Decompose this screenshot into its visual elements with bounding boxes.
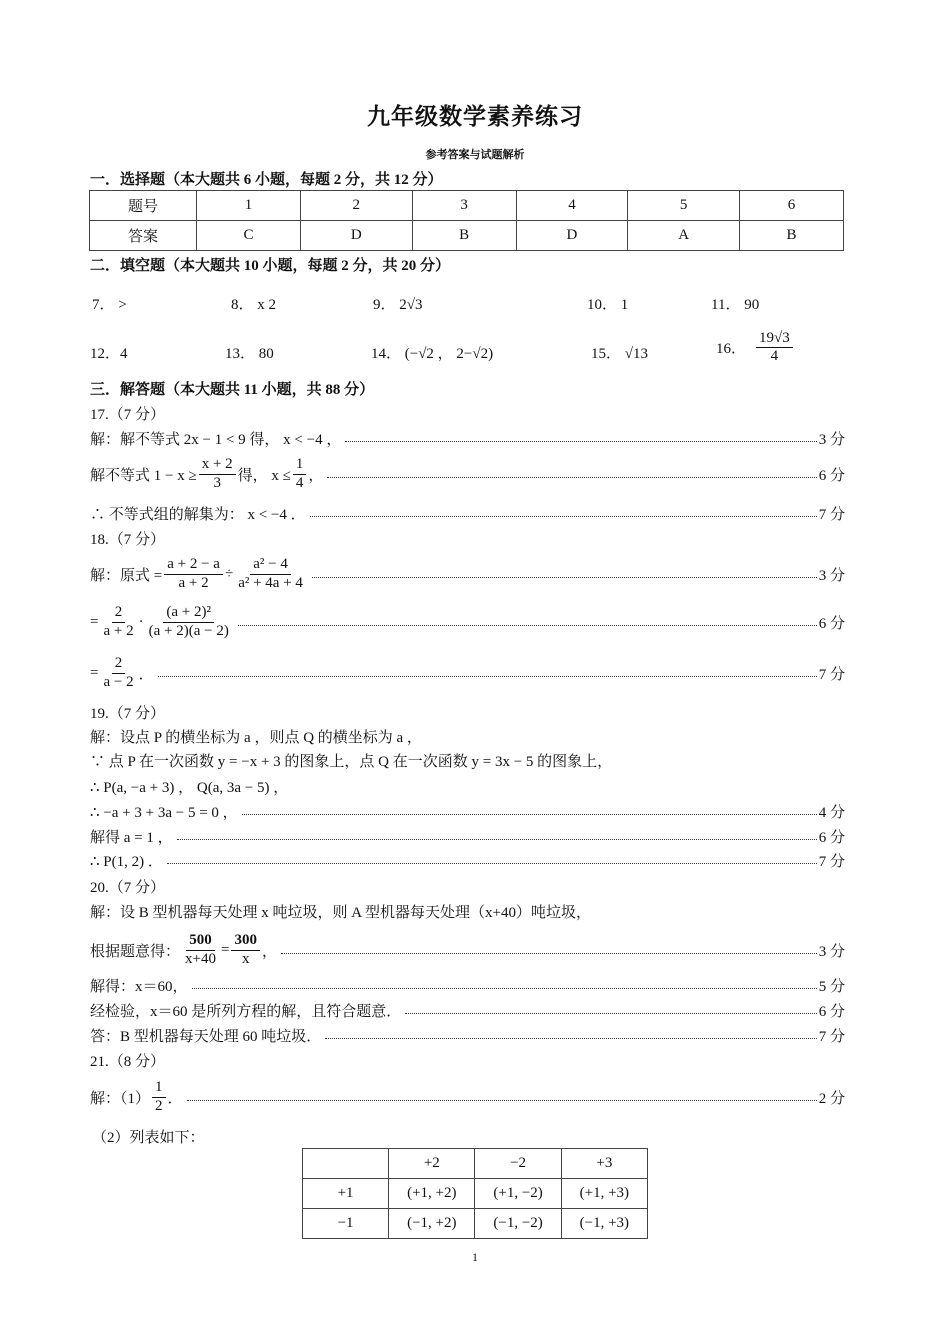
q20-line2-post: ， xyxy=(261,943,277,960)
q17-line3 xyxy=(90,503,845,523)
table-header-cell: +2 xyxy=(389,1149,475,1179)
page-number: 1 xyxy=(472,1250,478,1264)
q19-line4-text: ∴ −a + 3 + 3a − 5 = 0 ， xyxy=(90,804,238,821)
q20-line4-text: 经检验，x＝60 是所列方程的解，且符合题意． xyxy=(90,1003,402,1020)
fraction-numerator: 1 xyxy=(293,456,307,474)
fraction-numerator: 300 xyxy=(231,932,260,950)
q21-line1-post: ． xyxy=(167,1090,183,1107)
fraction-denominator: a − 2 xyxy=(103,673,134,690)
q17-title: 17.（7 分） xyxy=(90,407,166,423)
table-cell: +1 xyxy=(303,1179,389,1209)
table-row xyxy=(303,1179,648,1209)
table-header-cell: +3 xyxy=(561,1149,647,1179)
q20-line5 xyxy=(90,1025,845,1045)
fraction-denominator: a² + 4a + 4 xyxy=(238,574,303,591)
fill-answer-13: 13． 80 xyxy=(225,346,274,362)
score-label: 6 分 xyxy=(818,467,845,484)
fill-answer-9: 9． 2√3 xyxy=(373,297,423,313)
score-label: 3 分 xyxy=(818,567,845,584)
table-cell: 5 xyxy=(628,191,740,221)
page-title: 九年级数学素养练习 xyxy=(367,104,583,129)
table-cell: D xyxy=(300,221,412,251)
fraction-denominator: a + 2 xyxy=(178,574,209,591)
table-cell: (−1, −2) xyxy=(475,1209,561,1239)
q19-line5-text: 解得 a = 1 ， xyxy=(90,829,173,846)
fraction-numerator: 19√3 xyxy=(756,330,793,348)
score-label: 7 分 xyxy=(818,666,845,683)
table-cell: C xyxy=(197,221,301,251)
operator: ÷ xyxy=(224,565,234,582)
score-label: 5 分 xyxy=(818,978,845,995)
table-cell: (+1, −2) xyxy=(475,1179,561,1209)
q20-line4 xyxy=(90,1000,845,1020)
q21-title: 21.（8 分） xyxy=(90,1054,166,1070)
table-corner-cell xyxy=(303,1149,389,1179)
q18-line2-pre: = xyxy=(90,613,99,630)
q17-line1 xyxy=(90,428,845,448)
fraction-denominator: x xyxy=(241,950,250,967)
section2-heading: 二．填空题（本大题共 10 小题，每题 2 分，共 20 分） xyxy=(90,258,451,274)
score-label: 3 分 xyxy=(818,943,845,960)
section1-heading: 一．选择题（本大题共 6 小题，每题 2 分，共 12 分） xyxy=(90,172,443,188)
fraction-numerator: 500 xyxy=(186,932,215,950)
q19-line6 xyxy=(90,850,845,870)
score-label: 7 分 xyxy=(818,1028,845,1045)
q21-line2: （2）列表如下： xyxy=(92,1130,205,1146)
fill-answer-12: 12．4 xyxy=(90,346,128,362)
q21-line1-pre: 解：（1） xyxy=(90,1090,151,1107)
q20-line3 xyxy=(90,975,845,995)
table-answer-label: 答案 xyxy=(90,221,197,251)
q20-line3-text: 解得：x＝60， xyxy=(90,978,188,995)
fraction-denominator: 4 xyxy=(295,474,304,491)
score-label: 6 分 xyxy=(818,615,845,632)
score-label: 2 分 xyxy=(818,1090,845,1107)
q20-line2 xyxy=(90,928,845,972)
fraction-numerator: (a + 2)² xyxy=(163,604,214,622)
score-label: 3 分 xyxy=(818,431,845,448)
fraction-numerator: 1 xyxy=(152,1079,166,1097)
fill-answer-8: 8． x 2 xyxy=(231,297,277,313)
q18-line3-post: ． xyxy=(138,666,154,683)
table-cell: B xyxy=(412,221,516,251)
fill-answer-10: 10． 1 xyxy=(587,297,629,313)
table-cell: (−1, +3) xyxy=(561,1209,647,1239)
q17-line2-pre: 解不等式 1 − x ≥ xyxy=(90,467,197,484)
fill-answer-15: 15． √13 xyxy=(591,346,648,362)
q19-line1: 解：设点 P 的横坐标为 a ，则点 Q 的横坐标为 a ， xyxy=(90,730,422,746)
table-row xyxy=(303,1209,648,1239)
section3-heading: 三．解答题（本大题共 11 小题，共 88 分） xyxy=(90,382,375,398)
score-label: 7 分 xyxy=(818,506,845,523)
fraction-denominator: (a + 2)(a − 2) xyxy=(148,622,229,639)
fraction-numerator: 2 xyxy=(112,655,126,673)
q18-line3-pre: = xyxy=(90,664,99,681)
q19-line2: ∵ 点 P 在一次函数 y = −x + 3 的图象上，点 Q 在一次函数 y = 3x − 5 的图象上， xyxy=(90,754,613,770)
score-label: 6 分 xyxy=(818,1003,845,1020)
table-cell: (+1, +3) xyxy=(561,1179,647,1209)
q18-line2 xyxy=(90,600,845,644)
table-cell: B xyxy=(740,221,844,251)
q17-line2-post: ， xyxy=(308,467,324,484)
operator: · xyxy=(138,613,144,630)
fraction-denominator: 4 xyxy=(770,348,779,365)
fraction-denominator: x+40 xyxy=(185,950,216,967)
q17-line2 xyxy=(90,453,845,495)
fraction-denominator: 3 xyxy=(213,474,221,491)
table-cell: (−1, +2) xyxy=(389,1209,475,1239)
q20-line5-text: 答：B 型机器每天处理 60 吨垃圾． xyxy=(90,1028,322,1045)
fraction-numerator: a² − 4 xyxy=(250,556,291,574)
fill-answer-16 xyxy=(716,330,795,366)
q21-line1 xyxy=(90,1075,845,1119)
q17-line3-text: ∴ 不等式组的解集为： x < −4 ． xyxy=(90,506,306,523)
q19-line6-text: ∴ P(1, 2) ． xyxy=(90,853,163,870)
table-cell: A xyxy=(628,221,740,251)
table-cell: D xyxy=(516,221,628,251)
operator: = xyxy=(220,941,230,958)
choice-answer-table xyxy=(89,190,844,251)
q20-line1: 解：设 B 型机器每天处理 x 吨垃圾，则 A 型机器每天处理（x+40）吨垃圾， xyxy=(90,905,591,921)
fraction-numerator: x + 2 xyxy=(199,456,236,474)
q18-line1 xyxy=(90,552,845,596)
q18-line3 xyxy=(90,651,845,695)
outcome-table xyxy=(302,1148,648,1239)
q19-line5 xyxy=(90,826,845,846)
table-header-label: 题号 xyxy=(90,191,197,221)
table-cell: 3 xyxy=(412,191,516,221)
fill-answer-11: 11． 90 xyxy=(711,297,760,313)
score-label: 4 分 xyxy=(818,804,845,821)
fraction-denominator: a + 2 xyxy=(103,622,134,639)
table-cell: 4 xyxy=(516,191,628,221)
fill-answer-16-label: 16． xyxy=(716,341,747,358)
q17-line1-text: 解：解不等式 2x − 1 < 9 得， x < −4 ， xyxy=(90,431,342,448)
table-cell: 6 xyxy=(740,191,844,221)
q18-title: 18.（7 分） xyxy=(90,532,166,548)
table-cell: −1 xyxy=(303,1209,389,1239)
fraction-denominator: 2 xyxy=(155,1097,163,1114)
page-subtitle: 参考答案与试题解析 xyxy=(425,149,525,161)
q20-title: 20.（7 分） xyxy=(90,880,166,896)
table-cell: 1 xyxy=(197,191,301,221)
q19-title: 19.（7 分） xyxy=(90,706,166,722)
table-header-cell: −2 xyxy=(475,1149,561,1179)
q18-line1-pre: 解：原式 = xyxy=(90,567,163,584)
q19-line3: ∴ P(a, −a + 3) ， Q(a, 3a − 5) ， xyxy=(90,780,289,796)
fill-answer-7: 7． > xyxy=(92,297,127,313)
q19-line4 xyxy=(90,801,845,821)
table-cell: (+1, +2) xyxy=(389,1179,475,1209)
fraction-numerator: 2 xyxy=(112,604,126,622)
q17-line2-mid: 得， x ≤ xyxy=(237,467,291,484)
score-label: 7 分 xyxy=(818,853,845,870)
score-label: 6 分 xyxy=(818,829,845,846)
table-cell: 2 xyxy=(300,191,412,221)
fill-answer-14: 14． (−√2 ， 2−√2) xyxy=(371,346,494,362)
q20-line2-pre: 根据题意得： xyxy=(90,943,181,960)
fraction-numerator: a + 2 − a xyxy=(164,556,223,574)
